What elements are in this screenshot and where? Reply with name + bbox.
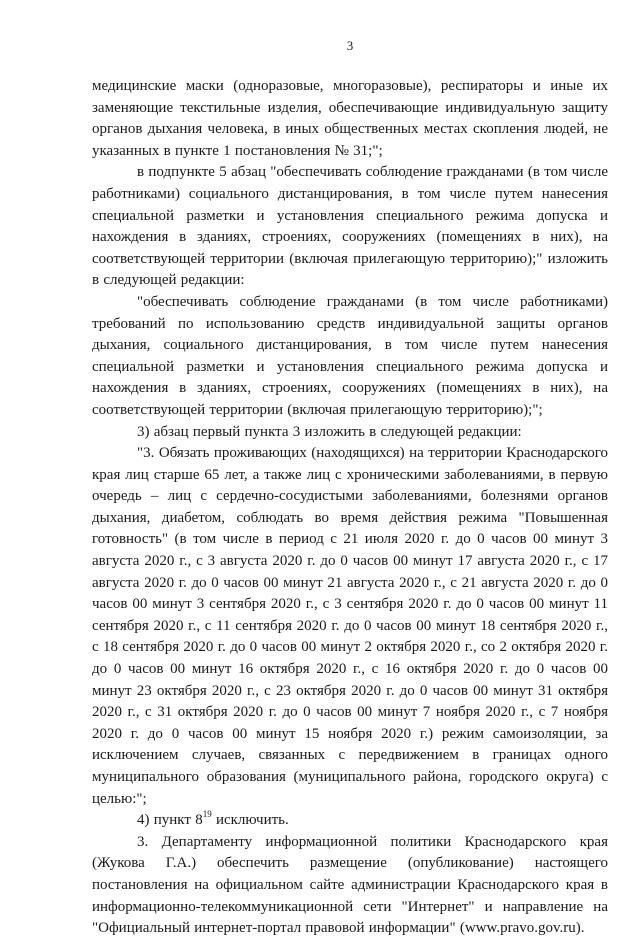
- item-4-text-after: исключить.: [211, 812, 289, 829]
- paragraph-item-4-exclude: [92, 810, 608, 832]
- paragraph-item-3-heading: 3) абзац первый пункта 3 изложить в следующей редакции:: [137, 423, 522, 440]
- item-4-text-before: 4) пункт 8: [137, 812, 203, 829]
- paragraph-department-publication: 3. Департаменту информационной политики Краснодарского края (Жукова Г.А.) обеспечить размещение (опубликование) настоящего постановления на официальном сайте администрации Краснодарского края в информационно-телекоммуникационной сети "Интернет" и направление на "Официальный интернет-портал правовой информации" (www.pravo.gov.ru).: [92, 833, 608, 937]
- paragraph-masks-continuation: медицинские маски (одноразовые, многоразовые), респираторы и иные их заменяющие текстильные изделия, обеспечивающие индивидуальную защиту органов дыхания человека, в иных общественных местах скопления людей, не указанных в пункте 1 постановления № 31;";: [92, 78, 608, 159]
- item-4-superscript: 19: [202, 809, 212, 820]
- paragraph-new-wording-quote: "обеспечивать соблюдение гражданами (в том числе работниками) требований по использованию средств индивидуальной защиты органов дыхания, социального дистанцирования, в том числе путем нанесения специальной разметки и установления специального режима допуска и нахождения в зданиях, строениях, сооружениях (помещениях в них), на соответствующей территории (включая прилегающую территорию);";: [92, 293, 608, 418]
- paragraph-subpoint-5-amendment: в подпункте 5 абзац "обеспечивать соблюдение гражданами (в том числе работниками) социального дистанцирования, в том числе путем нанесения специальной разметки и установления специального режима допуска и нахождения в зданиях, строениях, сооружениях (помещениях в них), на соответствующей территории (включая прилегающую территорию);" изложить в следующей редакции:: [92, 164, 608, 289]
- paragraph-self-isolation-clause: "3. Обязать проживающих (находящихся) на территории Краснодарского края лиц старше 65 лет, а также лиц с хроническими заболеваниями, в первую очередь – лиц с сердечно-сосудистыми заболеваниями, болезнями органов дыхания, диабетом, соблюдать во время действия режима "Повышенная готовность" (в том числе в период с 21 июля 2020 г. до 0 часов 00 минут 3 августа 2020 г., с 3 августа 2020 г. до 0 часов 00 минут 17 августа 2020 г., с 17 августа 2020 г. до 0 часов 00 минут 21 августа 2020 г., с 21 августа 2020 г. до 0 часов 00 минут 3 сентября 2020 г., с 3 сентября 2020 г. до 0 часов 00 минут 11 сентября 2020 г., с 11 сентября 2020 г. до 0 часов 00 минут 18 сентября 2020 г., с 18 сентября 2020 г. до 0 часов 00 минут 2 октября 2020 г., со 2 октября 2020 г. до 0 часов 00 минут 16 октября 2020 г., с 16 октября 2020 г. до 0 часов 00 минут 23 октября 2020 г., с 23 октября 2020 г. до 0 часов 00 минут 31 октября 2020 г., с 31 октября 2020 г. до 0 часов 00 минут 7 ноября 2020 г., с 7 ноября 2020 г. до 0 часов 00 минут 15 ноября 2020 г.) режим самоизоляции, за исключением случаев, связанных с передвижением в границах одного муниципального образования (муниципального района, городского округа) с целью:";: [92, 445, 608, 807]
- page-number: 3: [346, 38, 354, 53]
